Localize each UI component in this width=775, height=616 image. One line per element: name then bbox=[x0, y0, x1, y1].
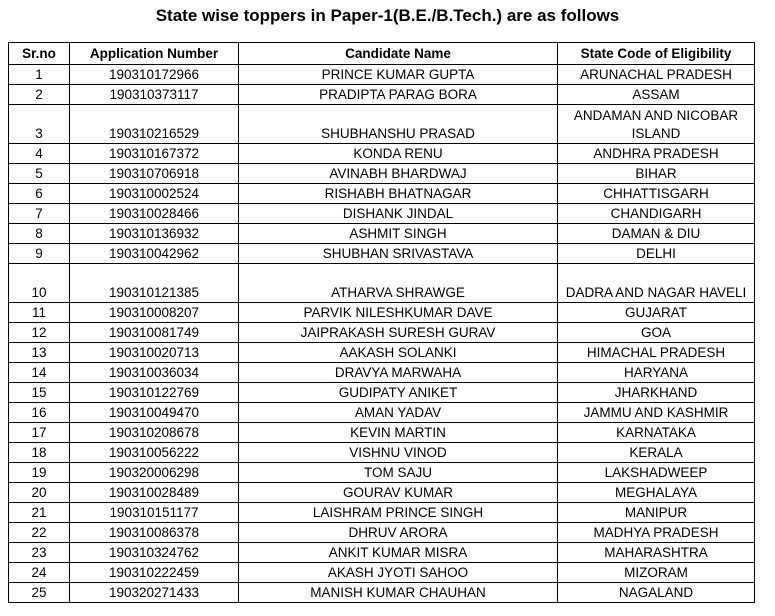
cell-sr-no: 23 bbox=[9, 543, 70, 563]
cell-candidate-name: MANISH KUMAR CHAUHAN bbox=[239, 583, 558, 603]
cell-sr-no: 14 bbox=[9, 363, 70, 383]
table-row bbox=[9, 583, 755, 603]
table-row bbox=[9, 463, 755, 483]
table-row bbox=[9, 383, 755, 403]
table-row bbox=[9, 363, 755, 383]
cell-state-code: DELHI bbox=[558, 244, 755, 264]
cell-state-code: MAHARASHTRA bbox=[558, 543, 755, 563]
cell-sr-no: 11 bbox=[9, 303, 70, 323]
cell-candidate-name: TOM SAJU bbox=[239, 463, 558, 483]
cell-sr-no: 15 bbox=[9, 383, 70, 403]
cell-sr-no: 20 bbox=[9, 483, 70, 503]
cell-sr-no: 25 bbox=[9, 583, 70, 603]
cell-state-code: MANIPUR bbox=[558, 503, 755, 523]
cell-sr-no: 7 bbox=[9, 204, 70, 224]
cell-application-number: 190310172966 bbox=[70, 65, 239, 85]
cell-state-code: CHANDIGARH bbox=[558, 204, 755, 224]
cell-sr-no: 1 bbox=[9, 65, 70, 85]
cell-application-number: 190310008207 bbox=[70, 303, 239, 323]
cell-state-code: CHHATTISGARH bbox=[558, 184, 755, 204]
cell-sr-no: 2 bbox=[9, 85, 70, 105]
cell-state-code: ARUNACHAL PRADESH bbox=[558, 65, 755, 85]
column-header-sr-no: Sr.no bbox=[9, 43, 70, 65]
cell-sr-no: 6 bbox=[9, 184, 70, 204]
cell-state-code: LAKSHADWEEP bbox=[558, 463, 755, 483]
cell-application-number: 190310324762 bbox=[70, 543, 239, 563]
cell-application-number: 190310208678 bbox=[70, 423, 239, 443]
table-row bbox=[9, 85, 755, 105]
cell-candidate-name: ANKIT KUMAR MISRA bbox=[239, 543, 558, 563]
cell-application-number: 190310216529 bbox=[70, 105, 239, 144]
table-row bbox=[9, 144, 755, 164]
cell-candidate-name: JAIPRAKASH SURESH GURAV bbox=[239, 323, 558, 343]
cell-candidate-name: PARVIK NILESHKUMAR DAVE bbox=[239, 303, 558, 323]
table-row bbox=[9, 503, 755, 523]
table-row bbox=[9, 543, 755, 563]
table-header-row bbox=[9, 43, 755, 65]
cell-candidate-name: VISHNU VINOD bbox=[239, 443, 558, 463]
table-row bbox=[9, 343, 755, 363]
table-row bbox=[9, 164, 755, 184]
cell-sr-no: 19 bbox=[9, 463, 70, 483]
cell-state-code: BIHAR bbox=[558, 164, 755, 184]
cell-state-code: DADRA AND NAGAR HAVELI bbox=[558, 264, 755, 303]
table-row bbox=[9, 204, 755, 224]
table-row bbox=[9, 423, 755, 443]
cell-candidate-name: GUDIPATY ANIKET bbox=[239, 383, 558, 403]
cell-candidate-name: LAISHRAM PRINCE SINGH bbox=[239, 503, 558, 523]
cell-state-code: DAMAN & DIU bbox=[558, 224, 755, 244]
cell-state-code: ASSAM bbox=[558, 85, 755, 105]
cell-application-number: 190310081749 bbox=[70, 323, 239, 343]
cell-candidate-name: AMAN YADAV bbox=[239, 403, 558, 423]
cell-state-code: MIZORAM bbox=[558, 563, 755, 583]
cell-application-number: 190310373117 bbox=[70, 85, 239, 105]
page-title: State wise toppers in Paper-1(B.E./B.Tech.) are as follows bbox=[155, 6, 620, 25]
cell-state-code: KERALA bbox=[558, 443, 755, 463]
cell-application-number: 190310028489 bbox=[70, 483, 239, 503]
cell-state-code: HARYANA bbox=[558, 363, 755, 383]
cell-state-code: GUJARAT bbox=[558, 303, 755, 323]
cell-candidate-name: KONDA RENU bbox=[239, 144, 558, 164]
cell-application-number: 190320271433 bbox=[70, 583, 239, 603]
cell-sr-no: 24 bbox=[9, 563, 70, 583]
cell-state-code: HIMACHAL PRADESH bbox=[558, 343, 755, 363]
table-row bbox=[9, 105, 755, 144]
toppers-table bbox=[8, 42, 755, 603]
cell-state-code: NAGALAND bbox=[558, 583, 755, 603]
table-row bbox=[9, 264, 755, 303]
column-header-candidate-name: Candidate Name bbox=[239, 43, 558, 65]
cell-sr-no: 10 bbox=[9, 264, 70, 303]
table-row bbox=[9, 483, 755, 503]
cell-sr-no: 5 bbox=[9, 164, 70, 184]
cell-sr-no: 4 bbox=[9, 144, 70, 164]
cell-candidate-name: RISHABH BHATNAGAR bbox=[239, 184, 558, 204]
cell-sr-no: 13 bbox=[9, 343, 70, 363]
cell-state-code: KARNATAKA bbox=[558, 423, 755, 443]
cell-state-code: JHARKHAND bbox=[558, 383, 755, 403]
cell-candidate-name: SHUBHANSHU PRASAD bbox=[239, 105, 558, 144]
cell-candidate-name: AKASH JYOTI SAHOO bbox=[239, 563, 558, 583]
cell-application-number: 190310002524 bbox=[70, 184, 239, 204]
cell-application-number: 190310042962 bbox=[70, 244, 239, 264]
cell-application-number: 190310222459 bbox=[70, 563, 239, 583]
cell-candidate-name: DISHANK JINDAL bbox=[239, 204, 558, 224]
cell-candidate-name: PRINCE KUMAR GUPTA bbox=[239, 65, 558, 85]
cell-application-number: 190310049470 bbox=[70, 403, 239, 423]
cell-sr-no: 16 bbox=[9, 403, 70, 423]
column-header-application-number: Application Number bbox=[70, 43, 239, 65]
cell-application-number: 190310036034 bbox=[70, 363, 239, 383]
cell-candidate-name: KEVIN MARTIN bbox=[239, 423, 558, 443]
cell-candidate-name: PRADIPTA PARAG BORA bbox=[239, 85, 558, 105]
table-row bbox=[9, 323, 755, 343]
column-header-state-code: State Code of Eligibility bbox=[558, 43, 755, 65]
cell-candidate-name: SHUBHAN SRIVASTAVA bbox=[239, 244, 558, 264]
table-row bbox=[9, 403, 755, 423]
cell-application-number: 190310151177 bbox=[70, 503, 239, 523]
cell-candidate-name: DHRUV ARORA bbox=[239, 523, 558, 543]
cell-application-number: 190310086378 bbox=[70, 523, 239, 543]
cell-sr-no: 12 bbox=[9, 323, 70, 343]
table-row bbox=[9, 523, 755, 543]
cell-sr-no: 8 bbox=[9, 224, 70, 244]
cell-candidate-name: DRAVYA MARWAHA bbox=[239, 363, 558, 383]
cell-state-code: GOA bbox=[558, 323, 755, 343]
table-row bbox=[9, 224, 755, 244]
table-row bbox=[9, 303, 755, 323]
table-row bbox=[9, 563, 755, 583]
cell-state-code: ANDAMAN AND NICOBAR ISLAND bbox=[558, 105, 755, 144]
table-row bbox=[9, 65, 755, 85]
cell-sr-no: 17 bbox=[9, 423, 70, 443]
cell-sr-no: 18 bbox=[9, 443, 70, 463]
cell-application-number: 190310020713 bbox=[70, 343, 239, 363]
cell-application-number: 190310056222 bbox=[70, 443, 239, 463]
cell-candidate-name: ASHMIT SINGH bbox=[239, 224, 558, 244]
cell-application-number: 190310167372 bbox=[70, 144, 239, 164]
cell-state-code: MADHYA PRADESH bbox=[558, 523, 755, 543]
cell-state-code: JAMMU AND KASHMIR bbox=[558, 403, 755, 423]
cell-application-number: 190310122769 bbox=[70, 383, 239, 403]
cell-candidate-name: GOURAV KUMAR bbox=[239, 483, 558, 503]
cell-sr-no: 9 bbox=[9, 244, 70, 264]
table-row bbox=[9, 184, 755, 204]
cell-application-number: 190310121385 bbox=[70, 264, 239, 303]
table-body bbox=[9, 65, 755, 603]
cell-application-number: 190310706918 bbox=[70, 164, 239, 184]
table-row bbox=[9, 244, 755, 264]
cell-application-number: 190310028466 bbox=[70, 204, 239, 224]
cell-candidate-name: ATHARVA SHRAWGE bbox=[239, 264, 558, 303]
table-row bbox=[9, 443, 755, 463]
cell-application-number: 190310136932 bbox=[70, 224, 239, 244]
cell-sr-no: 22 bbox=[9, 523, 70, 543]
cell-sr-no: 3 bbox=[9, 105, 70, 144]
cell-candidate-name: AAKASH SOLANKI bbox=[239, 343, 558, 363]
cell-candidate-name: AVINABH BHARDWAJ bbox=[239, 164, 558, 184]
cell-state-code: ANDHRA PRADESH bbox=[558, 144, 755, 164]
cell-state-code: MEGHALAYA bbox=[558, 483, 755, 503]
cell-application-number: 190320006298 bbox=[70, 463, 239, 483]
cell-sr-no: 21 bbox=[9, 503, 70, 523]
